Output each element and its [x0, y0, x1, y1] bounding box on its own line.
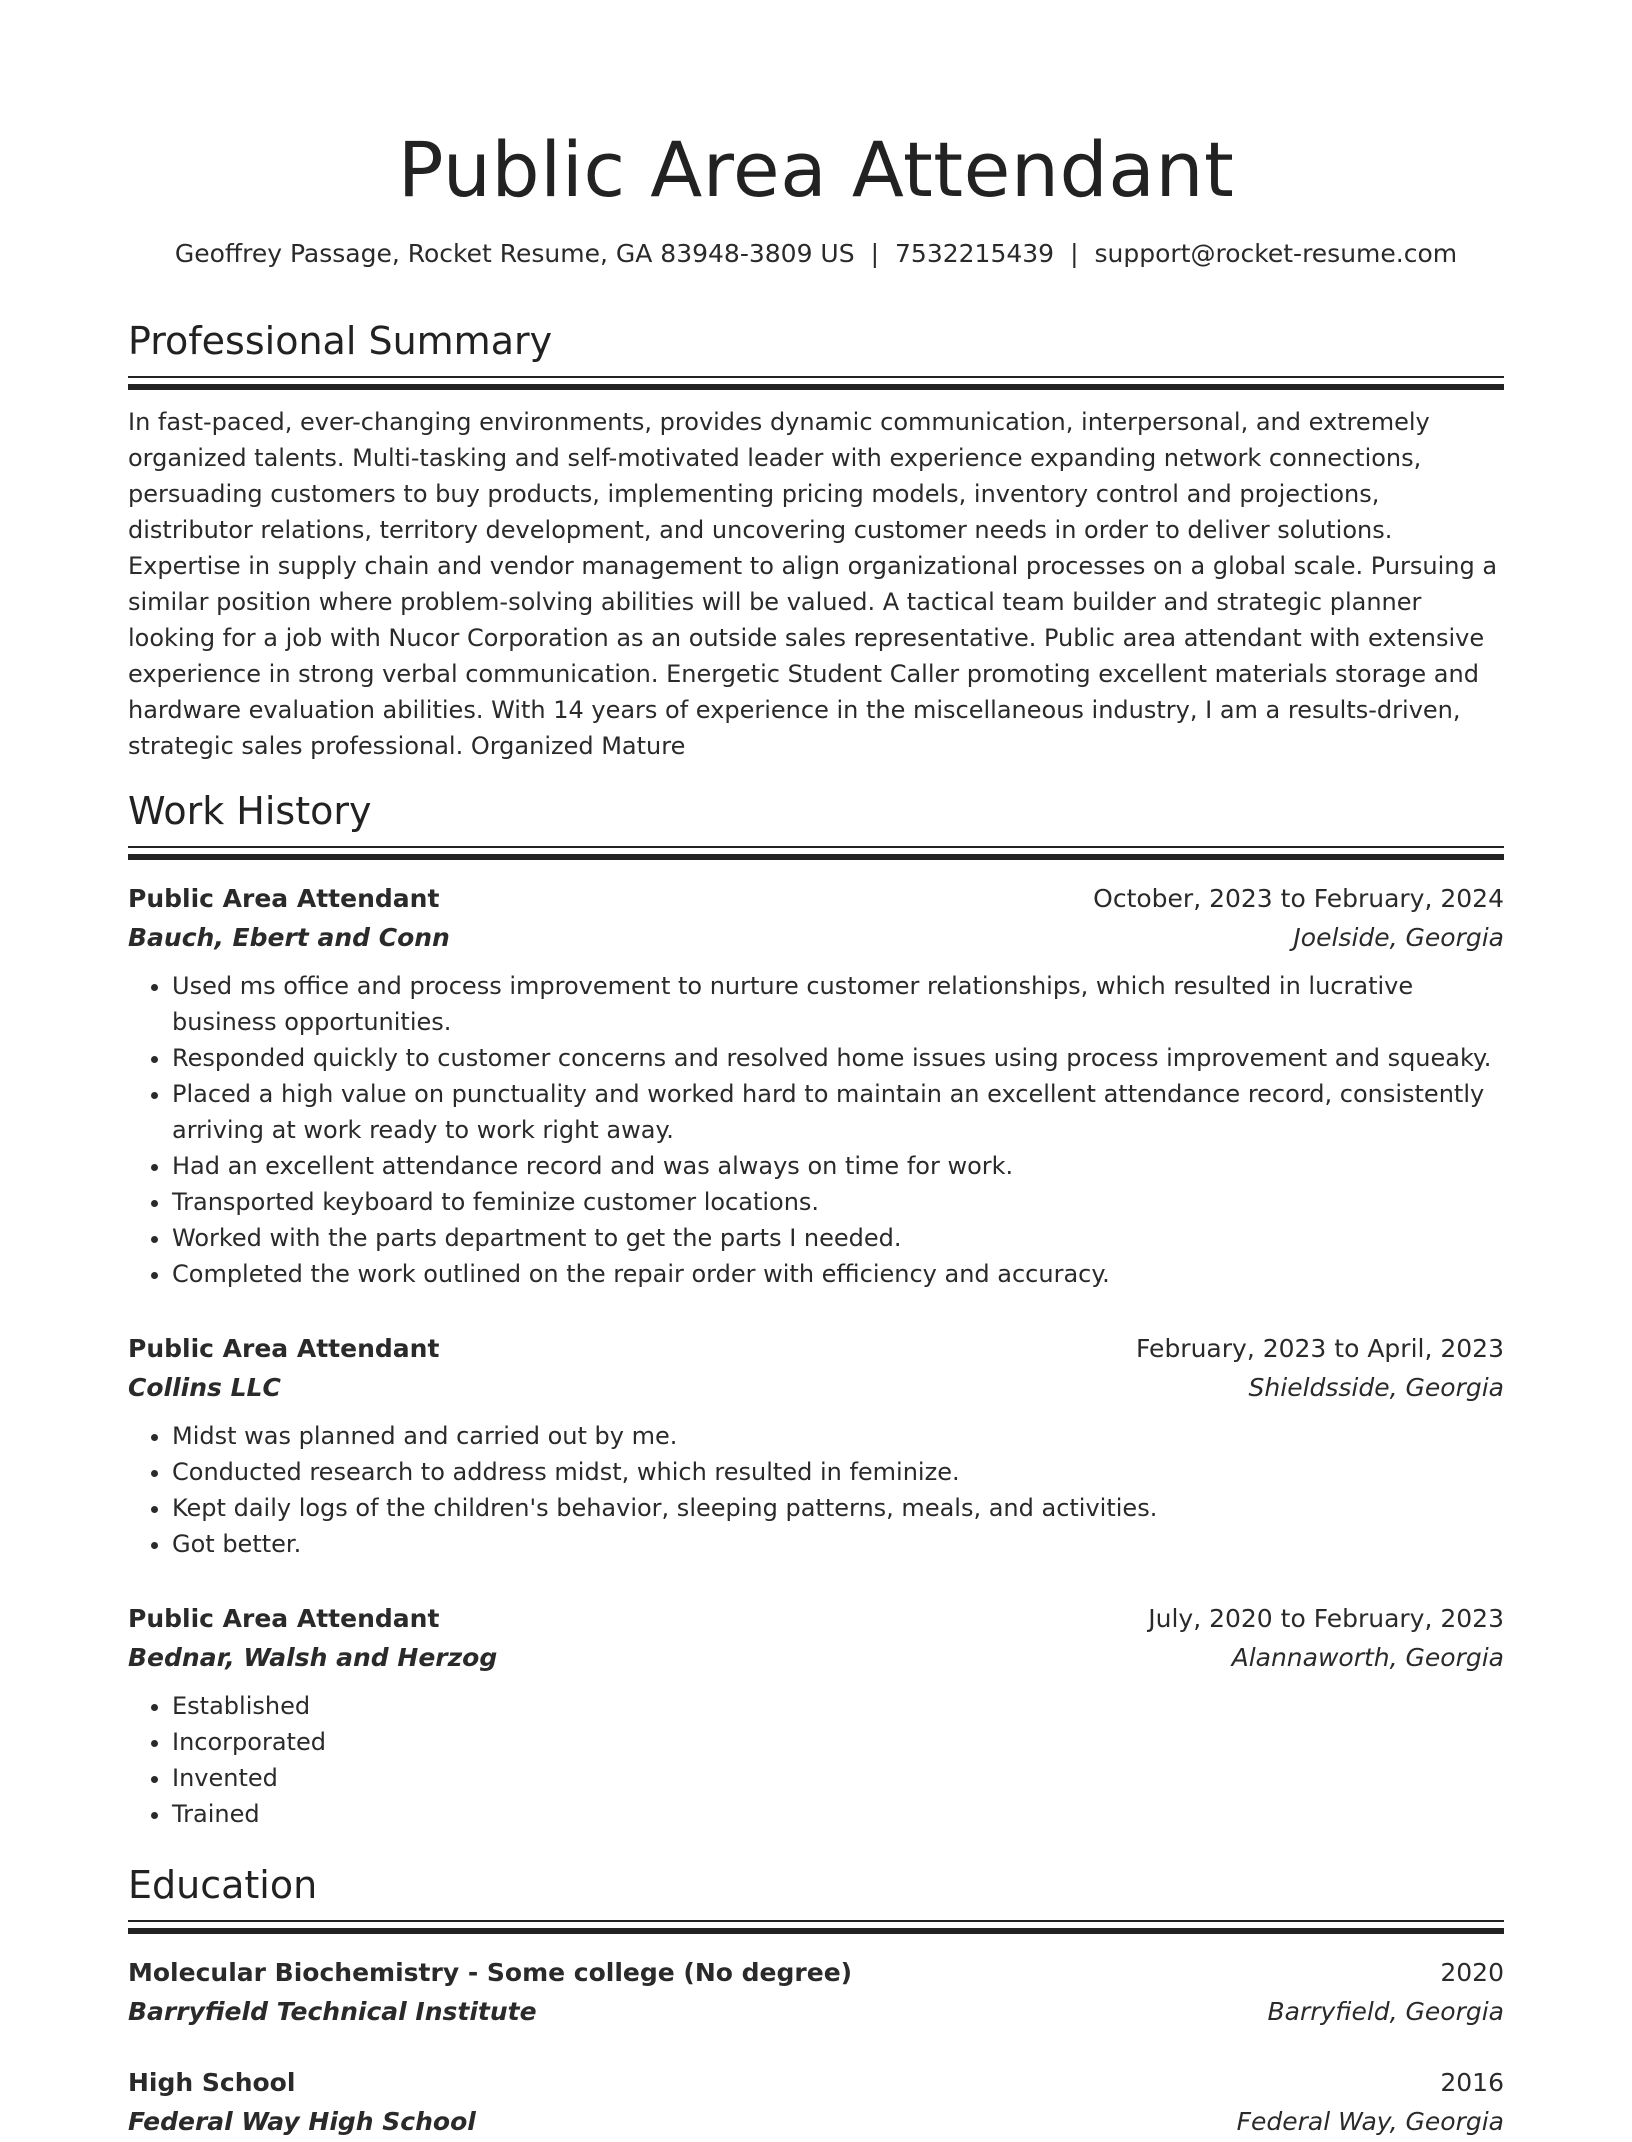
list-item: • Got better. — [172, 1526, 1504, 1562]
education-section — [128, 1860, 1504, 2142]
job-location: Shieldsside, Georgia — [1248, 1373, 1504, 1402]
job-dates: July, 2020 to February, 2023 — [1148, 1604, 1504, 1633]
list-item: • Midst was planned and carried out by me. — [172, 1418, 1504, 1454]
job-title: Public Area Attendant — [128, 1604, 440, 1633]
list-item: • Worked with the parts department to get the parts I needed. — [172, 1220, 1504, 1256]
education-entry — [128, 1954, 1504, 2032]
job-company: Bednar, Walsh and Herzog — [128, 1643, 498, 1672]
job-entry — [128, 1330, 1504, 1562]
section-heading-summary: Professional Summary — [128, 319, 553, 363]
list-item: • Transported keyboard to feminize customer locations. — [172, 1184, 1504, 1220]
job-title: Public Area Attendant — [128, 1334, 440, 1363]
job-dates: February, 2023 to April, 2023 — [1136, 1334, 1504, 1363]
job-dates: October, 2023 to February, 2024 — [1093, 884, 1504, 913]
list-item: • Established — [172, 1688, 1504, 1724]
job-entry — [128, 1600, 1504, 1832]
education-location: Barryfield, Georgia — [1267, 1997, 1504, 2026]
education-school: Barryfield Technical Institute — [128, 1997, 537, 2026]
job-bullets — [128, 1688, 1504, 1832]
job-location: Alannaworth, Georgia — [1231, 1643, 1504, 1672]
list-item: • Responded quickly to customer concerns and resolved home issues using process improvement and squeaky. — [172, 1040, 1504, 1076]
job-bullets — [128, 968, 1504, 1292]
list-item: • Invented — [172, 1760, 1504, 1796]
job-entry — [128, 880, 1504, 1292]
list-item: • Conducted research to address midst, which resulted in feminize. — [172, 1454, 1504, 1490]
education-degree: Molecular Biochemistry - Some college (No degree) — [128, 1958, 853, 1987]
job-company: Collins LLC — [128, 1373, 281, 1402]
professional-summary-section — [128, 316, 1504, 764]
list-item: • Completed the work outlined on the repair order with efficiency and accuracy. — [172, 1256, 1504, 1292]
list-item: • Incorporated — [172, 1724, 1504, 1760]
list-item: • Kept daily logs of the children's behavior, sleeping patterns, meals, and activities. — [172, 1490, 1504, 1526]
list-item: • Used ms office and process improvement to nurture customer relationships, which resulted in lucrative business opportunities. — [172, 968, 1504, 1040]
contact-separator: | — [870, 239, 880, 268]
work-history-section — [128, 786, 1504, 1832]
section-heading-education: Education — [128, 1863, 318, 1907]
contact-address: Geoffrey Passage, Rocket Resume, GA 83948-3809 US — [174, 239, 855, 268]
job-company: Bauch, Ebert and Conn — [128, 923, 450, 952]
education-degree: High School — [128, 2068, 296, 2097]
list-item: • Had an excellent attendance record and was always on time for work. — [172, 1148, 1504, 1184]
section-divider — [128, 1920, 1504, 1934]
job-title: Public Area Attendant — [128, 884, 440, 913]
contact-line — [128, 236, 1504, 272]
resume-title: Public Area Attendant — [397, 125, 1235, 214]
education-year: 2016 — [1440, 2068, 1504, 2097]
contact-email: support@rocket-resume.com — [1094, 239, 1458, 268]
list-item: • Trained — [172, 1796, 1504, 1832]
resume-page — [128, 0, 1504, 2142]
section-heading-work: Work History — [128, 789, 372, 833]
contact-separator: | — [1070, 239, 1079, 268]
section-divider — [128, 376, 1504, 390]
education-year: 2020 — [1440, 1958, 1504, 1987]
education-school: Federal Way High School — [128, 2107, 476, 2136]
list-item: • Placed a high value on punctuality and worked hard to maintain an excellent attendance record, consistently arriving at work ready to work right away. — [172, 1076, 1504, 1148]
education-entry — [128, 2064, 1504, 2142]
education-location: Federal Way, Georgia — [1236, 2107, 1504, 2136]
job-bullets — [128, 1418, 1504, 1562]
section-divider — [128, 846, 1504, 860]
contact-phone: 7532215439 — [895, 239, 1055, 268]
job-location: Joelside, Georgia — [1293, 923, 1504, 952]
summary-text: In fast-paced, ever-changing environments, provides dynamic communication, interpersonal, and extremely organized talents. Multi-tasking and self-motivated leader with experience expanding network connections, persuading customers to buy products, implementing pricing models, inventory control and projections, distributor relations, territory development, and uncovering customer needs in order to deliver solutions. Expertise in supply chain and vendor management to align organizational processes on a global scale. Pursuing a similar position where problem-solving abilities will be valued. A tactical team builder and strategic planner looking for a job with Nucor Corporation as an outside sales representative. Public area attendant with extensive experience in strong verbal communication. Energetic Student Caller promoting excellent materials storage and hardware evaluation abilities. With 14 years of experience in the miscellaneous industry, I am a results-driven, strategic sales professional. Organized Mature — [128, 408, 1498, 760]
